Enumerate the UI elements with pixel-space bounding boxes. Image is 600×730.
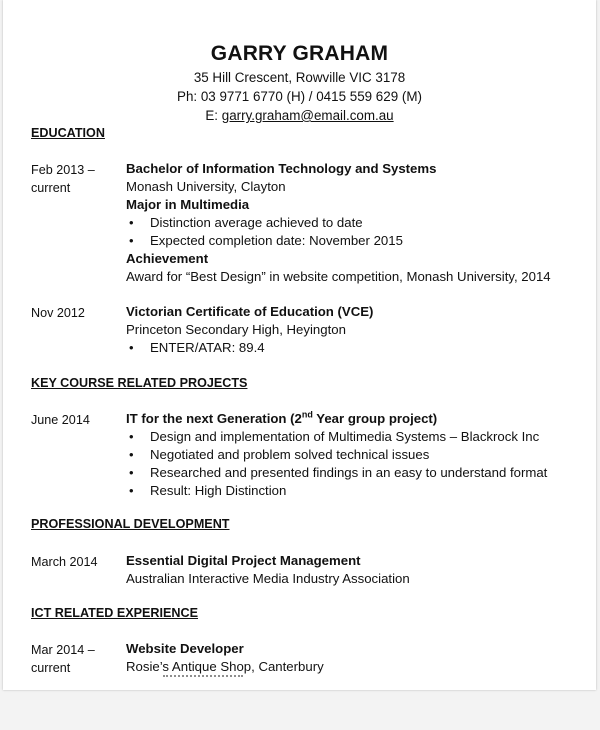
education-date-2: Nov 2012 xyxy=(31,306,85,320)
projects-date: June 2014 xyxy=(31,413,90,427)
cut-off-text-fragment xyxy=(163,675,243,683)
education-entry-1 xyxy=(126,160,586,286)
address-line: 35 Hill Crescent, Rowville VIC 3178 xyxy=(193,70,406,85)
vce-bullets xyxy=(126,339,586,357)
email-link[interactable]: garry.graham@email.com.au xyxy=(221,108,394,123)
phone-line: Ph: 03 9771 6770 (H) / 0415 559 629 (M) xyxy=(177,89,422,104)
email-label: E: xyxy=(205,108,222,123)
project-title-part: IT for the next Generation (2 xyxy=(126,411,302,426)
project-bullets xyxy=(126,428,586,500)
list-item: • Result: High Distinction xyxy=(126,482,586,500)
list-item: • Researched and presented findings in an easy to understand format xyxy=(126,464,586,482)
date-line: Mar 2014 – xyxy=(31,643,95,657)
achievement-label: Achievement xyxy=(126,251,209,266)
project-title-part: Year group project) xyxy=(312,411,438,426)
organisation-name: Australian Interactive Media Industry Association xyxy=(126,571,410,586)
achievement-text: Award for “Best Design” in website competition, Monash University, 2014 xyxy=(126,269,551,284)
certificate-title: Victorian Certificate of Education (VCE) xyxy=(126,304,374,319)
projects-entry xyxy=(126,410,586,500)
section-title-ict: ICT RELATED EXPERIENCE xyxy=(31,606,199,620)
company-name: Rosie’s Antique Shop, Canterbury xyxy=(126,659,324,674)
professional-date: March 2014 xyxy=(31,555,98,569)
section-title-projects: KEY COURSE RELATED PROJECTS xyxy=(31,376,248,390)
major-title: Major in Multimedia xyxy=(126,197,250,212)
list-item: • ENTER/ATAR: 89.4 xyxy=(126,339,586,357)
course-title: Essential Digital Project Management xyxy=(126,553,361,568)
professional-entry xyxy=(126,552,586,588)
section-title-professional: PROFESSIONAL DEVELOPMENT xyxy=(31,517,230,531)
date-line: Feb 2013 – xyxy=(31,163,95,177)
project-title-sup: nd xyxy=(301,409,313,420)
education-entry-2 xyxy=(126,303,586,357)
list-item: • Expected completion date: November 2015 xyxy=(126,232,586,250)
school-name: Princeton Secondary High, Heyington xyxy=(126,322,346,337)
date-line: current xyxy=(31,661,71,675)
resume-page xyxy=(3,0,596,690)
school-name: Monash University, Clayton xyxy=(126,179,286,194)
section-title-education: EDUCATION xyxy=(31,126,105,140)
degree-title: Bachelor of Information Technology and Systems xyxy=(126,161,437,176)
education-bullets xyxy=(126,214,586,250)
project-title xyxy=(126,410,586,428)
list-item: • Design and implementation of Multimedia Systems – Blackrock Inc xyxy=(126,428,586,446)
candidate-name: GARRY GRAHAM xyxy=(210,42,389,65)
email-line xyxy=(3,108,596,123)
ict-entry xyxy=(126,640,586,676)
role-title: Website Developer xyxy=(126,641,244,656)
date-line: current xyxy=(31,181,71,195)
ict-date xyxy=(31,641,95,677)
education-date-1 xyxy=(31,161,95,197)
list-item: • Distinction average achieved to date xyxy=(126,214,586,232)
list-item: • Negotiated and problem solved technical issues xyxy=(126,446,586,464)
